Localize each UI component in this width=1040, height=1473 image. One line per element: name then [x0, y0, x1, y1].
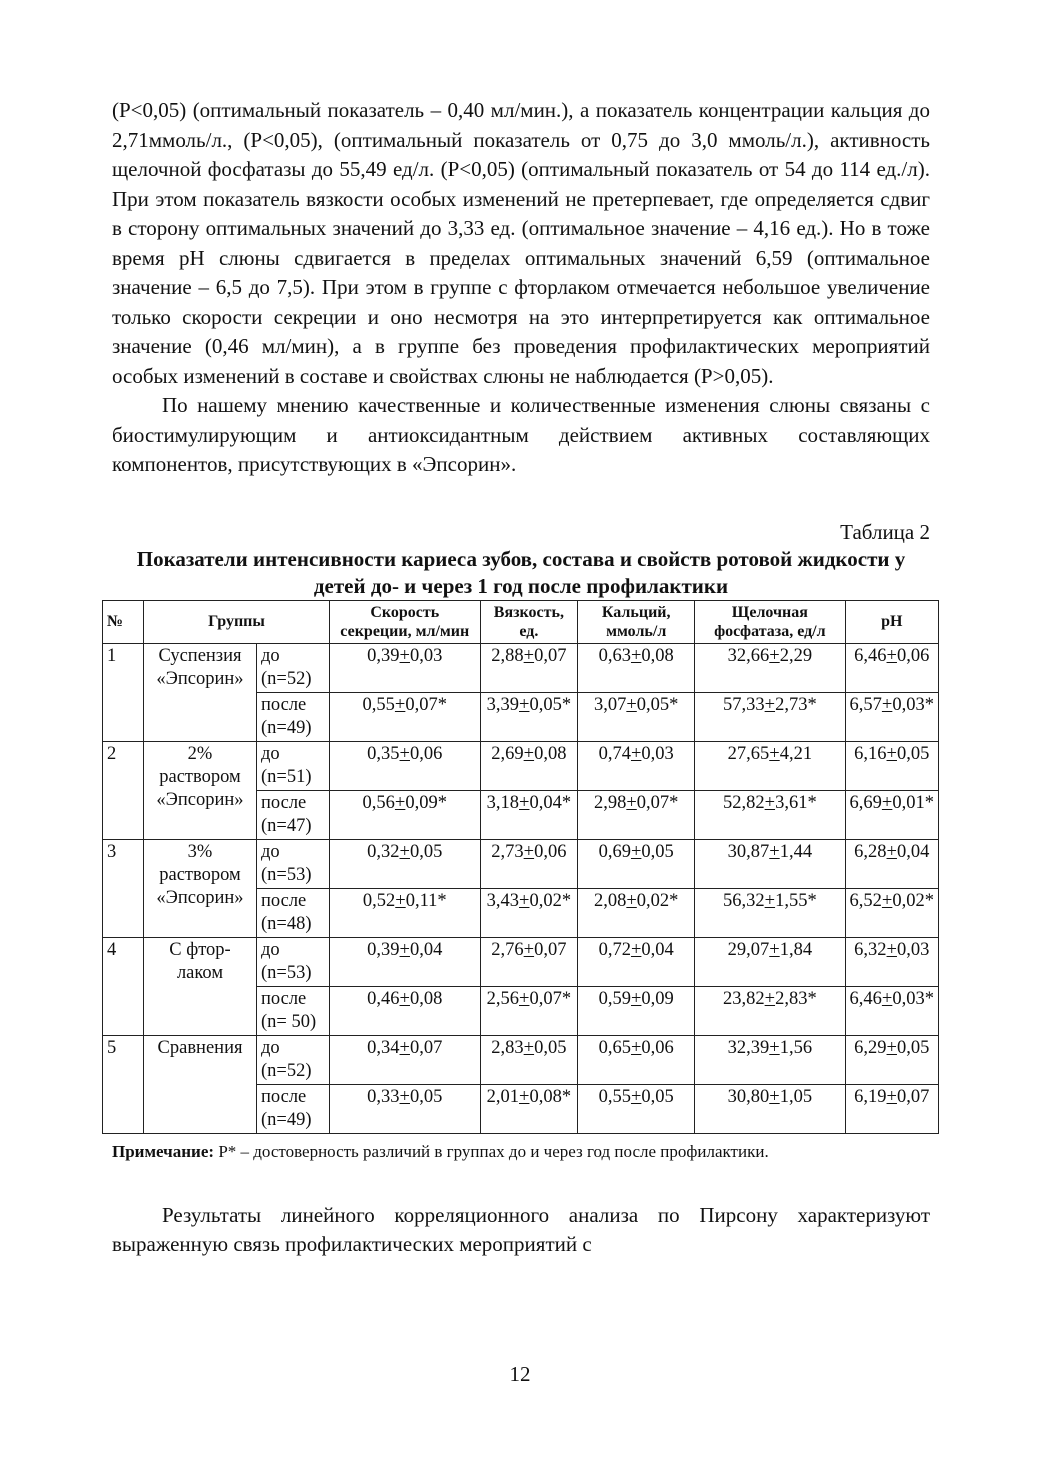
calcium-value-cell: 0,65+0,06 [578, 1035, 695, 1084]
table-header-row [103, 600, 939, 643]
group-name-cell: С фтор-лаком [144, 937, 257, 1035]
speed-value-cell: 0,46+0,08 [330, 986, 481, 1035]
ph-value-cell: 6,46+0,06 [845, 643, 938, 692]
period-cell: после (n=48) [257, 888, 330, 937]
table-row [103, 937, 939, 986]
group-name-cell: Сравнения [144, 1035, 257, 1133]
phosphatase-value-cell: 29,07+1,84 [695, 937, 845, 986]
speed-value-cell: 0,55+0,07* [330, 692, 481, 741]
phosphatase-value-cell: 57,33+2,73* [695, 692, 845, 741]
table-note [112, 1140, 930, 1163]
viscosity-value-cell: 2,83+0,05 [480, 1035, 578, 1084]
calcium-value-cell: 0,59+0,09 [578, 986, 695, 1035]
speed-value-cell: 0,32+0,05 [330, 839, 481, 888]
header-calcium: Кальций, ммоль/л [578, 600, 695, 643]
phosphatase-value-cell: 32,66+2,29 [695, 643, 845, 692]
group-number-cell: 1 [103, 643, 144, 741]
table-title: Показатели интенсивности кариеса зубов, состава и свойств ротовой жидкости у детей до- и через 1 год после профилактики [136, 546, 906, 598]
viscosity-value-cell: 3,43+0,02* [480, 888, 578, 937]
paragraph-3: Результаты линейного корреляционного анализа по Пирсону характеризуют выраженную связь профилактических мероприятий с [112, 1202, 930, 1256]
group-name-cell: 2% раствором «Эпсорин» [144, 741, 257, 839]
ph-value-cell: 6,19+0,07 [845, 1084, 938, 1133]
document-page [107, 96, 934, 1260]
phosphatase-value-cell: 56,32+1,55* [695, 888, 845, 937]
viscosity-value-cell: 2,56+0,07* [480, 986, 578, 1035]
paragraph-2: По нашему мнению качественные и количественные изменения слюны связаны с биостимулирующим и антиоксидантным действием активных составляющих компонентов, присутствующих в «Эпсорин». [112, 393, 930, 476]
calcium-value-cell: 0,69+0,05 [578, 839, 695, 888]
period-cell: после (n=47) [257, 790, 330, 839]
calcium-value-cell: 2,98+0,07* [578, 790, 695, 839]
period-cell: после (n=49) [257, 692, 330, 741]
group-number-cell: 5 [103, 1035, 144, 1133]
phosphatase-value-cell: 27,65+4,21 [695, 741, 845, 790]
calcium-value-cell: 0,72+0,04 [578, 937, 695, 986]
header-phosphatase: Щелочная фосфатаза, ед/л [695, 600, 845, 643]
speed-value-cell: 0,35+0,06 [330, 741, 481, 790]
group-number-cell: 4 [103, 937, 144, 1035]
ph-value-cell: 6,52+0,02* [845, 888, 938, 937]
group-name-cell: 3% раствором «Эпсорин» [144, 839, 257, 937]
table-row [103, 1035, 939, 1084]
period-cell: после (n=49) [257, 1084, 330, 1133]
note-label: Примечание: [112, 1141, 215, 1161]
viscosity-value-cell: 3,39+0,05* [480, 692, 578, 741]
period-cell: до (n=52) [257, 1035, 330, 1084]
group-number-cell: 3 [103, 839, 144, 937]
period-cell: до (n=51) [257, 741, 330, 790]
phosphatase-value-cell: 23,82+2,83* [695, 986, 845, 1035]
group-number-cell: 2 [103, 741, 144, 839]
header-ph: рН [845, 600, 938, 643]
calcium-value-cell: 2,08+0,02* [578, 888, 695, 937]
period-cell: до (n=53) [257, 937, 330, 986]
period-cell: после (n= 50) [257, 986, 330, 1035]
header-num: № [103, 600, 144, 643]
period-cell: до (n=53) [257, 839, 330, 888]
table-row [103, 643, 939, 692]
viscosity-value-cell: 2,69+0,08 [480, 741, 578, 790]
group-name-cell: Суспензия «Эпсорин» [144, 643, 257, 741]
speed-value-cell: 0,34+0,07 [330, 1035, 481, 1084]
paragraph-1: (Р<0,05) (оптимальный показатель – 0,40 мл/мин.), а показатель концентрации кальция до 2,71ммоль/л., (Р<0,05), (оптимальный показатель от 0,75 до 3,0 ммоль/л.), активность щелочной фосфатазы до 55,49 ед/л. (Р<0,05) (оптимальный показатель от 54 до 114 ед./л). При этом показатель вязкости особых изменений не претерпевает, где определяется сдвиг в сторону оптимальных значений до 3,33 ед. (оптимальное значение – 4,16 ед.). Но в тоже время рН слюны сдвигается в пределах оптимальных значений 6,59 (оптимальное значение – 6,5 до 7,5). При этом в группе с фторлаком отмечается небольшое увеличение только скорости секреции и оно несмотря на это интерпретируется как оптимальное значение (0,46 мл/мин), а в группе без проведения профилактических мероприятий особых изменений в составе и свойствах слюны не наблюдается (Р>0,05). [112, 98, 930, 388]
calcium-value-cell: 3,07+0,05* [578, 692, 695, 741]
ph-value-cell: 6,16+0,05 [845, 741, 938, 790]
phosphatase-value-cell: 30,80+1,05 [695, 1084, 845, 1133]
viscosity-value-cell: 2,76+0,07 [480, 937, 578, 986]
ph-value-cell: 6,28+0,04 [845, 839, 938, 888]
viscosity-value-cell: 2,01+0,08* [480, 1084, 578, 1133]
table-row [103, 741, 939, 790]
note-text: Р* – достоверность различий в группах до и через год после профилактики. [214, 1141, 769, 1161]
viscosity-value-cell: 2,73+0,06 [480, 839, 578, 888]
ph-value-cell: 6,46+0,03* [845, 986, 938, 1035]
header-viscosity: Вязкость, ед. [480, 600, 578, 643]
speed-value-cell: 0,39+0,03 [330, 643, 481, 692]
calcium-value-cell: 0,63+0,08 [578, 643, 695, 692]
table-body [103, 643, 939, 1133]
calcium-value-cell: 0,74+0,03 [578, 741, 695, 790]
speed-value-cell: 0,56+0,09* [330, 790, 481, 839]
ph-value-cell: 6,57+0,03* [845, 692, 938, 741]
viscosity-value-cell: 3,18+0,04* [480, 790, 578, 839]
phosphatase-value-cell: 32,39+1,56 [695, 1035, 845, 1084]
table-row [103, 839, 939, 888]
header-groups: Группы [144, 600, 330, 643]
phosphatase-value-cell: 30,87+1,44 [695, 839, 845, 888]
viscosity-value-cell: 2,88+0,07 [480, 643, 578, 692]
period-cell: до (n=52) [257, 643, 330, 692]
data-table [102, 600, 939, 1134]
ph-value-cell: 6,32+0,03 [845, 937, 938, 986]
calcium-value-cell: 0,55+0,05 [578, 1084, 695, 1133]
speed-value-cell: 0,33+0,05 [330, 1084, 481, 1133]
phosphatase-value-cell: 52,82+3,61* [695, 790, 845, 839]
page-number: 12 [509, 1362, 531, 1386]
ph-value-cell: 6,69+0,01* [845, 790, 938, 839]
speed-value-cell: 0,39+0,04 [330, 937, 481, 986]
header-speed: Скорость секреции, мл/мин [330, 600, 481, 643]
ph-value-cell: 6,29+0,05 [845, 1035, 938, 1084]
speed-value-cell: 0,52+0,11* [330, 888, 481, 937]
table-label: Таблица 2 [840, 519, 930, 544]
